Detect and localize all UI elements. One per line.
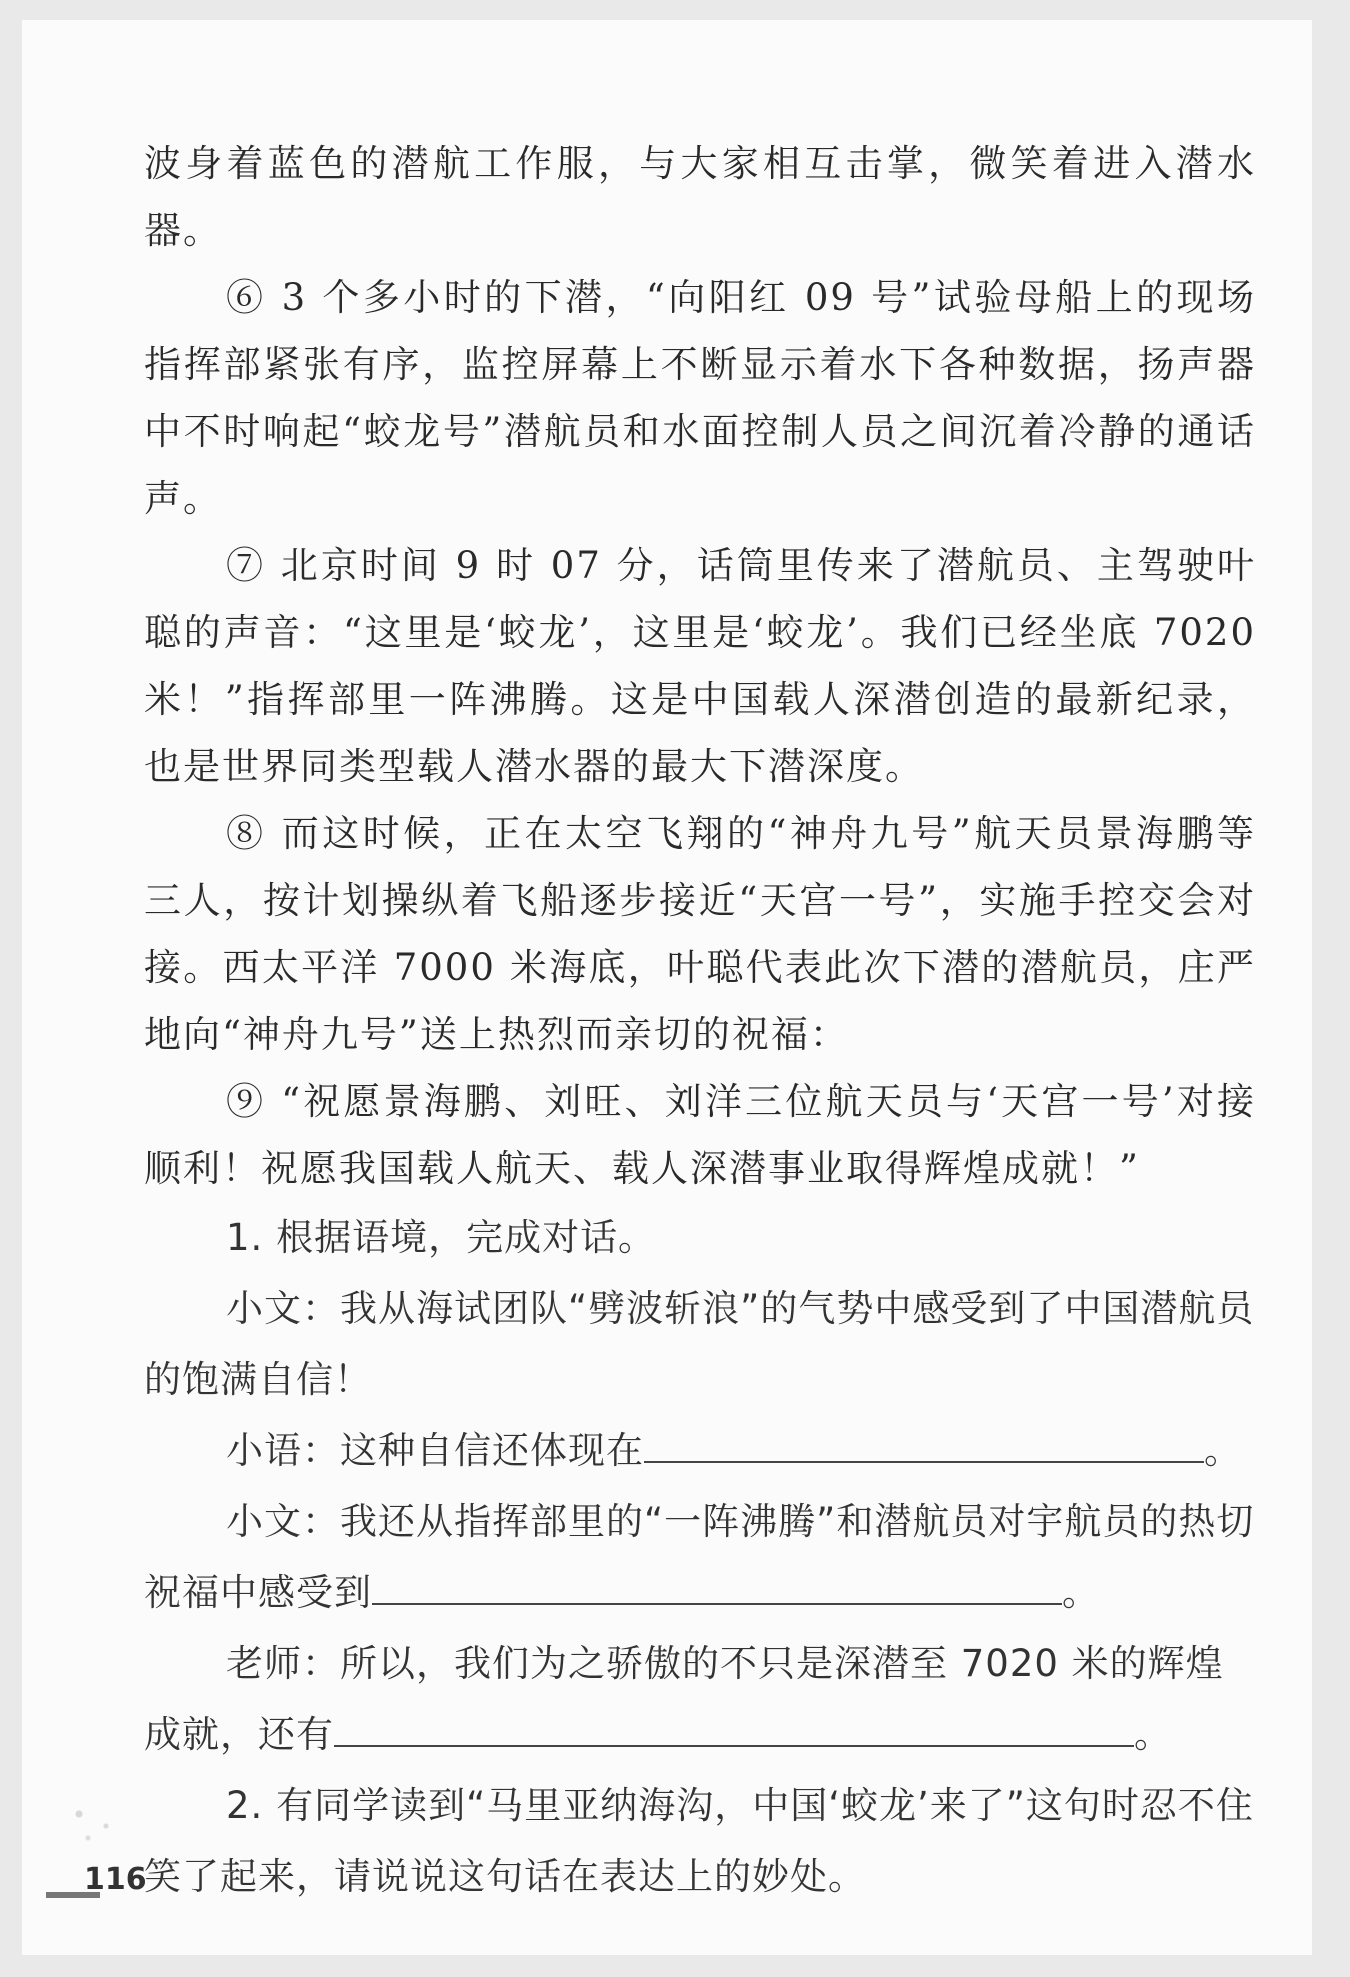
page-decoration bbox=[52, 1790, 142, 1850]
dialogue-line-teacher bbox=[144, 1628, 1256, 1770]
page-content bbox=[144, 130, 1256, 1912]
dialogue-line-xiaowen-1: 小文：我从海试团队“劈波斩浪”的气势中感受到了中国潜航员的饱满自信！ bbox=[144, 1287, 1255, 1401]
passage-paragraph-continued: 波身着蓝色的潜航工作服，与大家相互击掌，微笑着进入潜水器。 bbox=[144, 142, 1256, 252]
dialogue-text-xiaoyu: 小语：这种自信还体现在 bbox=[226, 1429, 644, 1472]
answer-blank-2[interactable] bbox=[372, 1577, 1062, 1605]
passage-paragraph-8: ⑧ 而这时候，正在太空飞翔的“神舟九号”航天员景海鹏等三人，按计划操纵着飞船逐步接近“天宫一号”，实施手控交会对接。西太平洋 7000 米海底，叶聪代表此次下潜的潜航员，庄严地向“神舟九号”送上热烈而亲切的祝福： bbox=[144, 812, 1256, 1056]
passage-paragraph-7: ⑦ 北京时间 9 时 07 分，话筒里传来了潜航员、主驾驶叶聪的声音：“这里是‘蛟龙’，这里是‘蛟龙’。我们已经坐底 7020 米！”指挥部里一阵沸腾。这是中国载人深潜创造的最新纪录，也是世界同类型载人潜水器的最大下潜深度。 bbox=[144, 544, 1256, 788]
textbook-page bbox=[22, 20, 1312, 1955]
dialogue-text-xiaowen-2: 小文：我还从指挥部里的“一阵沸腾”和潜航员对宇航员的热切祝福中感受到 bbox=[144, 1500, 1255, 1614]
end-mark: 。 bbox=[1062, 1571, 1100, 1614]
page-number: 116 bbox=[84, 1862, 147, 1897]
dialogue-text-teacher: 老师：所以，我们为之骄傲的不只是深潜至 7020 米的辉煌成就，还有 bbox=[144, 1642, 1224, 1756]
question-2: 2. 有同学读到“马里亚纳海沟，中国‘蛟龙’来了”这句时忍不住笑了起来，请说说这句话在表达上的妙处。 bbox=[144, 1784, 1254, 1898]
dialogue-line-xiaoyu bbox=[144, 1415, 1256, 1486]
end-mark: 。 bbox=[1204, 1429, 1242, 1472]
answer-blank-3[interactable] bbox=[334, 1719, 1134, 1747]
passage-paragraph-6: ⑥ 3 个多小时的下潜，“向阳红 09 号”试验母船上的现场指挥部紧张有序，监控屏幕上不断显示着水下各种数据，扬声器中不时响起“蛟龙号”潜航员和水面控制人员之间沉着冷静的通话声。 bbox=[144, 276, 1256, 520]
answer-blank-1[interactable] bbox=[644, 1435, 1204, 1463]
end-mark: 。 bbox=[1134, 1713, 1172, 1756]
dialogue-line-xiaowen-2 bbox=[144, 1486, 1256, 1628]
question-1-prompt: 1. 根据语境，完成对话。 bbox=[226, 1216, 657, 1259]
passage-paragraph-9: ⑨ “祝愿景海鹏、刘旺、刘洋三位航天员与‘天宫一号’对接顺利！祝愿我国载人航天、载人深潜事业取得辉煌成就！” bbox=[144, 1080, 1256, 1190]
